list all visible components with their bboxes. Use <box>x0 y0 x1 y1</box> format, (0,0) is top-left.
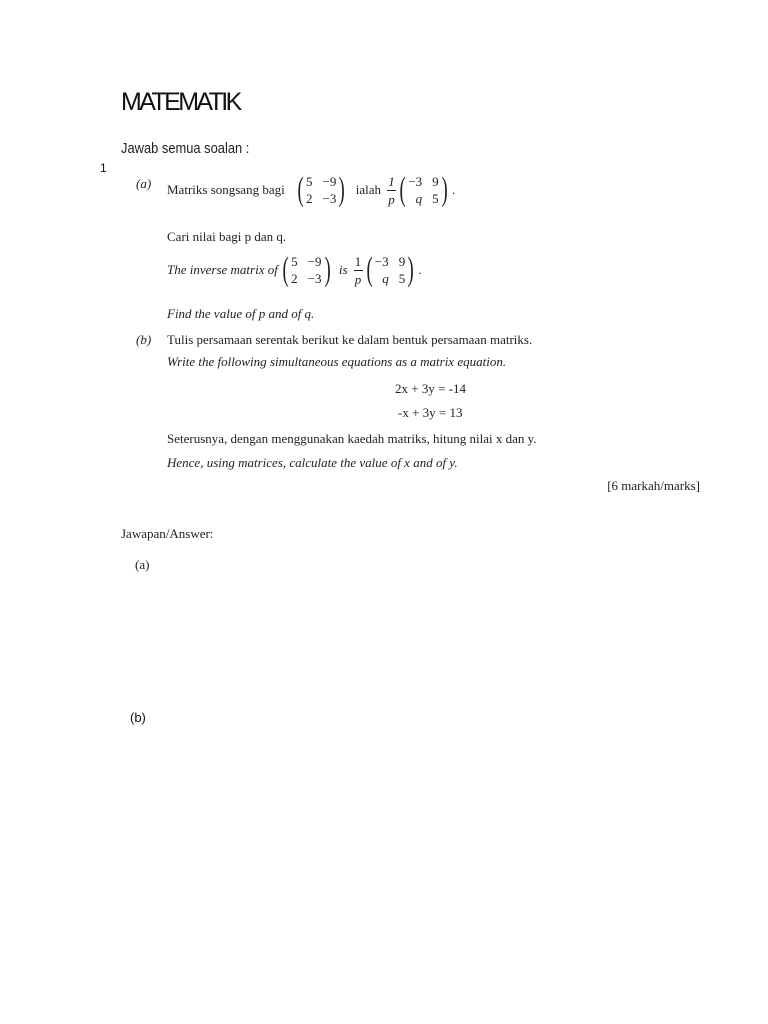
fraction-denominator: p <box>354 271 362 287</box>
matrix-cell: q <box>382 271 389 286</box>
equation-1: 2x + 3y = -14 <box>395 381 466 396</box>
matrix-cell: 2 <box>291 271 298 286</box>
matrix-cell: −3 <box>322 191 337 206</box>
matrix-right-en: ( −3 9 q 5 ) <box>366 251 414 288</box>
part-b-label: (b) <box>136 332 152 347</box>
fraction-ms <box>387 175 396 206</box>
matrix-cell: −9 <box>307 254 322 269</box>
part-b-en-hence: Hence, using matrices, calculate the value of x and of y. <box>167 455 458 470</box>
matrix-cell: 5 <box>291 254 298 269</box>
matrix-cell: 5 <box>398 271 406 286</box>
fraction-en <box>354 255 363 286</box>
part-a-ms-prefix: Matriks songsang bagi <box>167 182 285 197</box>
part-a-ms-mid: ialah <box>355 182 381 197</box>
page-title: MATEMATIK <box>121 88 240 116</box>
matrix-cell: q <box>415 191 423 206</box>
answer-a-label: (a) <box>135 557 150 572</box>
question-number: 1 <box>100 161 107 175</box>
part-a-english-statement <box>167 251 422 288</box>
part-a-malay-statement <box>167 171 456 208</box>
fraction-denominator: p <box>388 191 395 207</box>
part-a-label: (a) <box>136 176 152 191</box>
matrix-cell: −3 <box>408 174 423 189</box>
matrix-left-en: ( 5 −9 2 −3 ) <box>282 251 331 288</box>
part-a-en-prefix: The inverse matrix of <box>167 262 278 277</box>
matrix-cell: 5 <box>306 174 313 189</box>
marks-label: [6 markah/marks] <box>607 478 700 493</box>
part-a-ms-end: . <box>451 182 456 197</box>
answer-b-label: (b) <box>130 710 146 725</box>
equation-2: -x + 3y = 13 <box>398 405 463 420</box>
matrix-left-ms: ( 5 −9 2 −3 ) <box>297 171 346 208</box>
answer-heading: Jawapan/Answer: <box>121 526 214 541</box>
part-b-ms-hence: Seterusnya, dengan menggunakan kaedah matriks, hitung nilai x dan y. <box>167 431 537 446</box>
matrix-cell: 9 <box>398 254 406 269</box>
part-a-en-mid: is <box>338 262 348 277</box>
part-a-ms-find: Cari nilai bagi p dan q. <box>167 229 287 244</box>
matrix-cell: −3 <box>307 271 322 286</box>
part-b-en-line: Write the following simultaneous equations as a matrix equation. <box>167 354 507 369</box>
matrix-cell: 9 <box>432 174 439 189</box>
matrix-cell: −9 <box>322 174 337 189</box>
matrix-cell: 2 <box>306 191 313 206</box>
instruction-text: Jawab semua soalan : <box>121 140 250 157</box>
part-b-ms-line: Tulis persamaan serentak berikut ke dalam bentuk persamaan matriks. <box>167 332 533 347</box>
part-a-en-end: . <box>418 262 422 277</box>
fraction-numerator: 1 <box>354 253 362 269</box>
fraction-numerator: 1 <box>388 173 395 189</box>
matrix-cell: 5 <box>432 191 439 206</box>
matrix-right-ms: ( −3 9 q 5 ) <box>399 171 448 208</box>
part-a-en-find: Find the value of p and of q. <box>167 306 315 321</box>
matrix-cell: −3 <box>374 254 389 269</box>
